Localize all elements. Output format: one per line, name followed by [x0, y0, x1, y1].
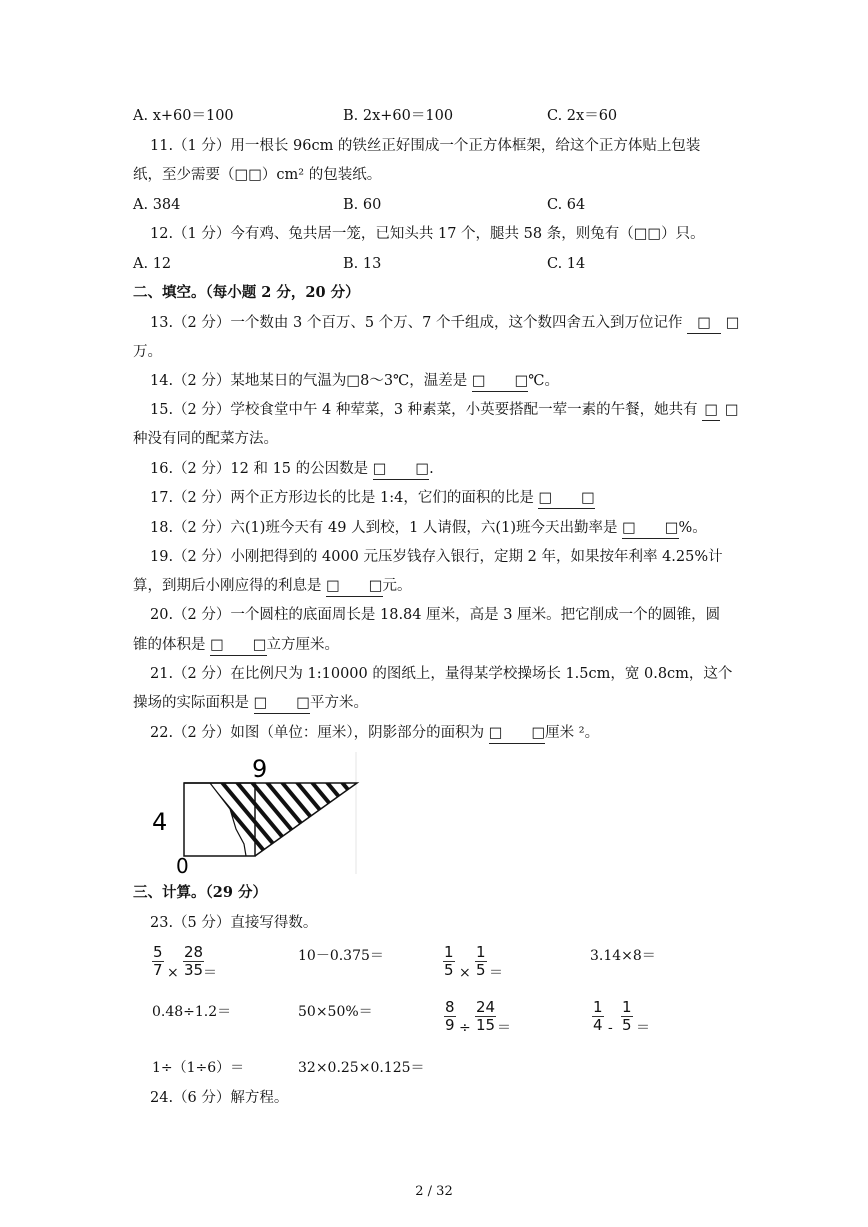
- q23-fraction-8a: [592, 999, 604, 1034]
- q23-fraction-7a: [444, 999, 456, 1034]
- q14-text: [150, 371, 559, 392]
- q23-calc-9: 1÷（1÷6）＝: [152, 1060, 245, 1076]
- q13-text: [150, 313, 739, 334]
- q11-option-a: A. 384: [133, 197, 181, 213]
- section3-title: 三、计算。（29 分）: [133, 884, 267, 901]
- denominator: 4: [593, 1016, 603, 1034]
- q23-fraction-3a: [443, 944, 455, 979]
- q19-line1: 19.（2 分）小刚把得到的 4000 元压岁钱存入银行，定期 2 年，如果按年利率 4.25%计: [150, 549, 723, 565]
- q13-question: 13.（2 分）一个数由 3 个百万、5 个万、7 个千组成，这个数四舍五入到万位记作: [150, 315, 683, 331]
- q19-answer-blank[interactable]: □ □: [326, 576, 382, 597]
- q21-text: [133, 693, 368, 714]
- q14-answer-blank[interactable]: □ □: [472, 371, 528, 392]
- q23-operator-3: ×: [459, 965, 471, 981]
- q10-option-b: B. 2x+60＝100: [343, 108, 454, 124]
- q23-calc-10: 32×0.25×0.125＝: [298, 1060, 425, 1076]
- numerator: 5: [153, 943, 163, 961]
- q12-option-a: A. 12: [133, 256, 172, 272]
- q23-calc-5: 0.48÷1.2＝: [152, 1004, 232, 1020]
- q23-fraction-8b: [621, 999, 633, 1034]
- q23-equals-8: ＝: [636, 1020, 650, 1036]
- numerator: 24: [476, 998, 496, 1016]
- q22-question: 22.（2 分）如图（单位：厘米），阴影部分的面积为: [150, 725, 485, 741]
- q23-equals-1: ＝: [203, 965, 217, 981]
- q19-text: [133, 576, 412, 597]
- q20-answer-blank[interactable]: □ □: [210, 635, 266, 656]
- q23-fraction-1b: [183, 944, 204, 979]
- numerator: 1: [444, 943, 454, 961]
- denominator: 15: [476, 1016, 496, 1034]
- q19-question: 算，到期后小刚应得的利息是: [133, 578, 322, 594]
- q11-line2: 纸，至少需要（□□）cm² 的包装纸。: [133, 167, 382, 183]
- numerator: 1: [476, 943, 486, 961]
- q23-fraction-7b: [475, 999, 496, 1034]
- q18-question: 18.（2 分）六(1)班今天有 49 人到校，1 人请假，六(1)班今天出勤率是: [150, 520, 618, 536]
- q17-text: [150, 488, 595, 509]
- q23-title: 23.（5 分）直接写得数。: [150, 915, 318, 931]
- q11-line1: 11.（1 分）用一根长 96cm 的铁丝正好围成一个正方体框架，给这个正方体贴上包装: [150, 138, 701, 154]
- numerator: 1: [622, 998, 632, 1016]
- q22-answer-blank[interactable]: □ □: [489, 723, 545, 744]
- q11-option-b: B. 60: [343, 197, 382, 213]
- q21-line1: 21.（2 分）在比例尺为 1:10000 的图纸上，量得某学校操场长 1.5cm，宽 0.8cm，这个: [150, 666, 733, 682]
- q23-operator-7: ÷: [459, 1020, 471, 1036]
- q21-question: 操场的实际面积是: [133, 695, 249, 711]
- denominator: 9: [445, 1016, 455, 1034]
- q20-tail: 立方厘米。: [266, 637, 340, 653]
- figure-label-left: 4: [152, 808, 168, 836]
- q16-tail: .: [429, 461, 434, 477]
- q15-line2: 种没有同的配菜方法。: [133, 431, 278, 447]
- q20-question: 锥的体积是: [133, 637, 206, 653]
- q13-answer-blank[interactable]: □: [687, 313, 721, 334]
- q18-text: [150, 518, 707, 539]
- q12-option-c: C. 14: [547, 256, 586, 272]
- q18-tail: %。: [678, 520, 707, 536]
- q21-answer-blank[interactable]: □ □: [254, 693, 310, 714]
- q12-option-b: B. 13: [343, 256, 382, 272]
- q19-tail: 元。: [382, 578, 412, 594]
- q23-calc-2: 10－0.375＝: [298, 948, 384, 964]
- denominator: 7: [153, 961, 163, 979]
- denominator: 5: [622, 1016, 632, 1034]
- q13-line2: 万。: [133, 344, 162, 360]
- q15-question: 15.（2 分）学校食堂中午 4 种荤菜，3 种素菜，小英要搭配一荤一素的午餐，她共有: [150, 402, 698, 418]
- q12-line1: 12.（1 分）今有鸡、兔共居一笼，已知头共 17 个，腿共 58 条，则兔有（□□）只。: [150, 226, 705, 242]
- page-number: 2 / 32: [415, 1184, 453, 1199]
- q15-text: [150, 400, 739, 421]
- figure-label-corner: 0: [176, 854, 189, 874]
- q16-text: [150, 459, 434, 480]
- shaded-area-figure: [150, 752, 360, 874]
- figure-label-top: 9: [252, 755, 268, 783]
- q21-tail: 平方米。: [310, 695, 369, 711]
- denominator: 5: [476, 961, 486, 979]
- q23-operator-8: -: [608, 1020, 613, 1036]
- numerator: 28: [184, 943, 204, 961]
- q23-fraction-1a: [152, 944, 164, 979]
- q15-tail: □: [724, 402, 739, 418]
- q22-text: [150, 723, 599, 744]
- numerator: 1: [593, 998, 603, 1016]
- denominator: 5: [444, 961, 454, 979]
- q16-answer-blank[interactable]: □ □: [373, 459, 429, 480]
- denominator: 35: [184, 961, 204, 979]
- q13-tail: □: [725, 315, 740, 331]
- q20-text: [133, 635, 339, 656]
- numerator: 8: [445, 998, 455, 1016]
- q11-option-c: C. 64: [547, 197, 586, 213]
- q17-question: 17.（2 分）两个正方形边长的比是 1:4，它们的面积的比是: [150, 490, 534, 506]
- q10-option-c: C. 2x＝60: [547, 108, 618, 124]
- q23-fraction-3b: [475, 944, 487, 979]
- q14-question: 14.（2 分）某地某日的气温为□8～3℃，温差是: [150, 373, 468, 389]
- q22-tail: 厘米 ²。: [545, 725, 600, 741]
- q18-answer-blank[interactable]: □ □: [622, 518, 678, 539]
- q20-line1: 20.（2 分）一个圆柱的底面周长是 18.84 厘米，高是 3 厘米。把它削成一个的圆锥，圆: [150, 607, 721, 623]
- q23-equals-7: ＝: [497, 1020, 511, 1036]
- q16-question: 16.（2 分）12 和 15 的公因数是: [150, 461, 369, 477]
- section2-title: 二、填空。（每小题 2 分，20 分）: [133, 284, 360, 301]
- q23-calc-4: 3.14×8＝: [590, 948, 656, 964]
- q15-answer-blank[interactable]: □: [702, 400, 720, 421]
- q23-operator-1: ×: [167, 965, 179, 981]
- q23-equals-3: ＝: [489, 965, 503, 981]
- q23-calc-6: 50×50%＝: [298, 1004, 373, 1020]
- q24-title: 24.（6 分）解方程。: [150, 1090, 289, 1106]
- q14-tail: ℃。: [528, 373, 560, 389]
- q17-answer-blank[interactable]: □ □: [538, 488, 594, 509]
- q10-option-a: A. x+60＝100: [133, 108, 234, 124]
